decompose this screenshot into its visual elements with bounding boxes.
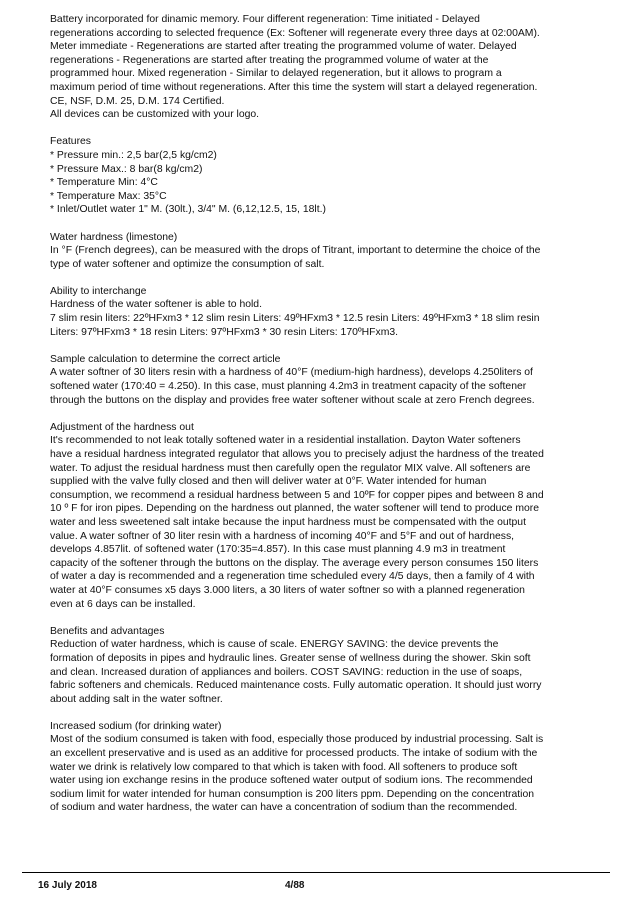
text-line: of water a day is recommended and a regeneration time scheduled every 4/5 days, then a family of 4 with bbox=[50, 571, 535, 583]
text-line: capacity of the softener through the buttons on the display. The average every person consumes 150 liters bbox=[50, 557, 539, 569]
text-line: about adding salt in the water softner. bbox=[50, 693, 223, 705]
text-line: water we drink is relatively low compared to that which is taken with food. All softeners to produce soft bbox=[50, 761, 518, 773]
text-line: supplied with the valve fully closed and then will deliver water at 0°F. Water intended for human bbox=[50, 476, 487, 488]
text-line: consumption, we recommend a residual hardness between 5 and 10ºF for copper pipes and between 8 and bbox=[50, 489, 544, 501]
text-line: * Pressure Max.: 8 bar(8 kg/cm2) bbox=[50, 163, 203, 175]
text-line: Hardness of the water softener is able to hold. bbox=[50, 299, 262, 311]
text-line: * Temperature Min: 4°C bbox=[50, 177, 158, 189]
text-line: even at 6 days can be installed. bbox=[50, 598, 196, 610]
text-line: 7 slim resin liters: 22ºHFxm3 * 12 slim resin Liters: 49ºHFxm3 * 12.5 resin Liters: 49ºHFxm3 * 18 slim resin bbox=[50, 313, 540, 325]
text-line: Battery incorporated for dinamic memory. Four different regeneration: Time initiated - Delayed bbox=[50, 14, 480, 25]
section-heading: Adjustment of the hardness out bbox=[50, 421, 194, 433]
text-line: develops 4.857lit. of softened water (170:35=4.857). In this case must planning 4.9 m3 in treatment bbox=[50, 544, 506, 556]
text-line: water using ion exchange resins in the produce softened water output of sodium ions. The recommended bbox=[50, 775, 533, 787]
text-line: through the buttons on the display and provides free water softener without scale at zero French degrees. bbox=[50, 394, 535, 406]
paragraph bbox=[50, 231, 588, 272]
text-line: an excellent preservative and is used as an additive for processed products. The intake of sodium with the bbox=[50, 748, 538, 760]
text-line: formation of deposits in pipes and hydraulic lines. Greater sense of wellness during the shower. Skin soft bbox=[50, 652, 531, 664]
text-line: It's recommended to not leak totally softened water in a residential installation. Dayton Water softeners bbox=[50, 435, 521, 447]
text-line: water and less sweetened salt intake because the input hardness must be compensated with the output bbox=[50, 516, 526, 528]
text-line: All devices can be customized with your logo. bbox=[50, 109, 260, 121]
footer-page-number: 4/88 bbox=[285, 880, 305, 891]
text-line: A water softner of 30 liters resin with a hardness of 40°F (medium-high hardness), develops 4.250liters of bbox=[50, 367, 533, 379]
paragraph bbox=[50, 720, 588, 815]
paragraph bbox=[50, 135, 588, 217]
section-heading: Benefits and advantages bbox=[50, 625, 165, 637]
text-line: 10 º F for iron pipes. Depending on the hardness out planned, the water softener will tend to produce more bbox=[50, 503, 539, 515]
text-line: * Inlet/Outlet water 1" M. (30lt.), 3/4" M. (6,12,12.5, 15, 18lt.) bbox=[50, 204, 326, 216]
text-line: Reduction of water hardness, which is cause of scale. ENERGY SAVING: the device prevents the bbox=[50, 639, 499, 651]
text-line: water at 40°F consumes x5 days 3.000 liters, a 30 liters of water softner so with a planned regeneration bbox=[50, 584, 525, 596]
paragraph bbox=[50, 285, 588, 339]
text-line: * Pressure min.: 2,5 bar(2,5 kg/cm2) bbox=[50, 149, 217, 161]
document-body bbox=[50, 13, 588, 829]
text-line: have a residual hardness integrated regulator that allows you to precisely adjust the hardness of the treated bbox=[50, 449, 544, 460]
section-heading: Features bbox=[50, 136, 92, 148]
text-line: Most of the sodium consumed is taken with food, especially those produced by industrial processing. Salt is bbox=[50, 734, 544, 746]
text-line: sodium limit for water intended for human consumption is 200 liters ppm. Depending on the concentration bbox=[50, 788, 535, 800]
text-line: Meter immediate - Regenerations are started after treating the programmed volume of water. Delayed bbox=[50, 41, 517, 53]
text-line: In °F (French degrees), can be measured with the drops of Titrant, important to determine the choice of the bbox=[50, 245, 541, 257]
paragraph bbox=[50, 625, 588, 707]
text-line: programmed hour. Mixed regeneration - Similar to delayed regeneration, but it allows to program a bbox=[50, 68, 502, 80]
paragraph bbox=[50, 13, 588, 122]
text-line: Liters: 97ºHFxm3 * 18 resin Liters: 97ºHFxm3 * 30 resin Liters: 170ºHFxm3. bbox=[50, 326, 399, 338]
text-line: type of water softener and optimize the consumption of salt. bbox=[50, 258, 325, 270]
text-line: value. A water softner of 30 liter resin with a hardness of incoming 40°F and 5°F and out of hardness, bbox=[50, 530, 515, 542]
section-heading: Increased sodium (for drinking water) bbox=[50, 720, 222, 732]
text-line: fabric softeners and chemicals. Reduced maintenance costs. Fully automatic operation. It should just worry bbox=[50, 680, 542, 692]
footer-rule bbox=[22, 872, 610, 873]
text-line: softened water (170:40 = 4.250). In this case, must planning 4.2m3 in treatment capacity of the softener bbox=[50, 381, 527, 393]
text-line: of sodium and water hardness, the water can have a concentration of sodium than the recommended. bbox=[50, 802, 518, 814]
text-line: CE, NSF, D.M. 25, D.M. 174 Certified. bbox=[50, 95, 225, 107]
page-footer bbox=[0, 868, 638, 898]
paragraph bbox=[50, 421, 588, 611]
text-line: maximum period of time without regenerations. After this time the system will start a delayed regeneration. bbox=[50, 81, 538, 93]
section-heading: Water hardness (limestone) bbox=[50, 231, 178, 243]
text-line: water. To adjust the residual hardness must then carefully open the regulator MIX valve. All softeners are bbox=[50, 462, 531, 474]
text-line: regenerations according to selected frequence (Ex: Softener will regenerate every three days at 02:00AM). bbox=[50, 27, 540, 39]
section-heading: Ability to interchange bbox=[50, 285, 147, 297]
text-line: and clean. Increased duration of appliances and boilers. COST SAVING: reduction in the use of soaps, bbox=[50, 666, 523, 678]
footer-date: 16 July 2018 bbox=[38, 880, 97, 891]
text-line: regenerations - Regenerations are started after treating the programmed volume of water at the bbox=[50, 54, 489, 66]
text-line: * Temperature Max: 35°C bbox=[50, 190, 167, 202]
section-heading: Sample calculation to determine the correct article bbox=[50, 353, 281, 365]
paragraph bbox=[50, 353, 588, 407]
